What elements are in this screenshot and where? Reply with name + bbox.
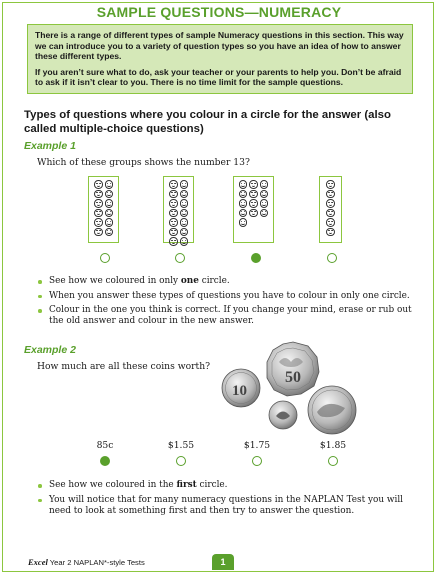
smiley-face-icon [326,218,335,227]
price-option-b: $1.55 [167,440,195,451]
option-group-c [233,176,274,243]
example-1-question: Which of these groups shows the number 13? [37,157,250,168]
example-1-label: Example 1 [24,140,76,152]
option-group-b [163,176,194,243]
answer-circle-c[interactable] [251,253,261,263]
smiley-face-icon [94,218,103,227]
smiley-face-icon [169,237,178,246]
note-item: When you answer these types of questions you have to colour in only one circle. [37,291,419,302]
example-1-notes [37,276,419,331]
smiley-face-icon [326,228,335,237]
smiley-face-icon [94,228,103,237]
intro-paragraph-1: There is a range of different types of sample Numeracy questions in this section. This way we can introduce you to a variety of question types so you have an idea of how to answer these different types. [35,30,404,62]
price-circle-c[interactable] [252,456,262,466]
smiley-face-icon [94,180,103,189]
note-item: See how we coloured in only one circle. [37,276,419,287]
smiley-face-icon [326,180,335,189]
price-circle-d[interactable] [328,456,338,466]
ten-cent-coin [222,369,260,407]
smiley-face-icon [105,190,114,199]
smiley-face-icon [180,190,189,199]
price-option-a: 85c [96,440,114,451]
smiley-face-icon [180,180,189,189]
smiley-face-icon [169,228,178,237]
smiley-face-icon [239,209,248,218]
smiley-face-icon [239,199,248,208]
note-item: You will notice that for many numeracy questions in the NAPLAN Test you will need to look at something first and then try to answer the question. [37,495,419,517]
coins-illustration [215,340,365,440]
smiley-face-icon [260,209,269,218]
fifty-cent-value: 50 [285,369,301,386]
answer-circle-d[interactable] [327,253,337,263]
price-option-d: $1.85 [319,440,347,451]
smiley-face-icon [180,209,189,218]
smiley-face-icon [180,237,189,246]
smiley-face-icon [249,180,258,189]
answer-circle-a[interactable] [100,253,110,263]
smiley-face-icon [180,218,189,227]
smiley-face-icon [326,199,335,208]
five-cent-coin [269,401,297,429]
footer-text: Excel Year 2 NAPLAN*-style Tests [28,557,145,567]
example-2-notes [37,480,419,520]
example-2-label: Example 2 [24,344,76,356]
smiley-face-icon [326,209,335,218]
smiley-face-icon [105,209,114,218]
smiley-face-icon [94,190,103,199]
smiley-face-icon [239,190,248,199]
smiley-face-icon [249,209,258,218]
twenty-cent-coin [308,386,356,434]
smiley-face-icon [105,180,114,189]
page-number: 1 [212,554,234,570]
smiley-face-icon [169,209,178,218]
option-group-d [319,176,342,243]
smiley-face-icon [169,199,178,208]
smiley-face-icon [105,199,114,208]
smiley-face-icon [105,228,114,237]
smiley-face-icon [249,190,258,199]
brand-logo: Excel [28,557,48,567]
smiley-face-icon [169,218,178,227]
smiley-face-icon [94,199,103,208]
smiley-face-icon [260,199,269,208]
price-option-c: $1.75 [243,440,271,451]
smiley-face-icon [180,199,189,208]
smiley-face-icon [239,180,248,189]
note-item: Colour in the one you think is correct. If you change your mind, erase or rub out the old answer and colour in the new answer. [37,305,419,327]
smiley-face-icon [260,180,269,189]
intro-panel [27,24,413,94]
smiley-face-icon [105,218,114,227]
smiley-face-icon [260,190,269,199]
example-2-question: How much are all these coins worth? [37,361,211,372]
smiley-face-icon [169,180,178,189]
page-title: SAMPLE QUESTIONS—NUMERACY [96,4,342,20]
ten-cent-value: 10 [232,383,247,399]
smiley-face-icon [249,199,258,208]
answer-circle-b[interactable] [175,253,185,263]
price-circle-b[interactable] [176,456,186,466]
option-group-a [88,176,119,243]
smiley-face-icon [326,190,335,199]
fifty-cent-coin [267,342,319,396]
intro-paragraph-2: If you aren’t sure what to do, ask your teacher or your parents to help you. Don’t be afraid to ask if it isn’t clear to you. There is no time limit for the sample questions. [35,66,402,88]
smiley-face-icon [180,228,189,237]
smiley-face-icon [239,218,248,227]
smiley-face-icon [169,190,178,199]
price-circle-a[interactable] [100,456,110,466]
smiley-face-icon [94,209,103,218]
section-heading: Types of questions where you colour in a circle for the answer (also called multiple-choice questions) [24,109,391,135]
note-item: See how we coloured in the first circle. [37,480,419,491]
